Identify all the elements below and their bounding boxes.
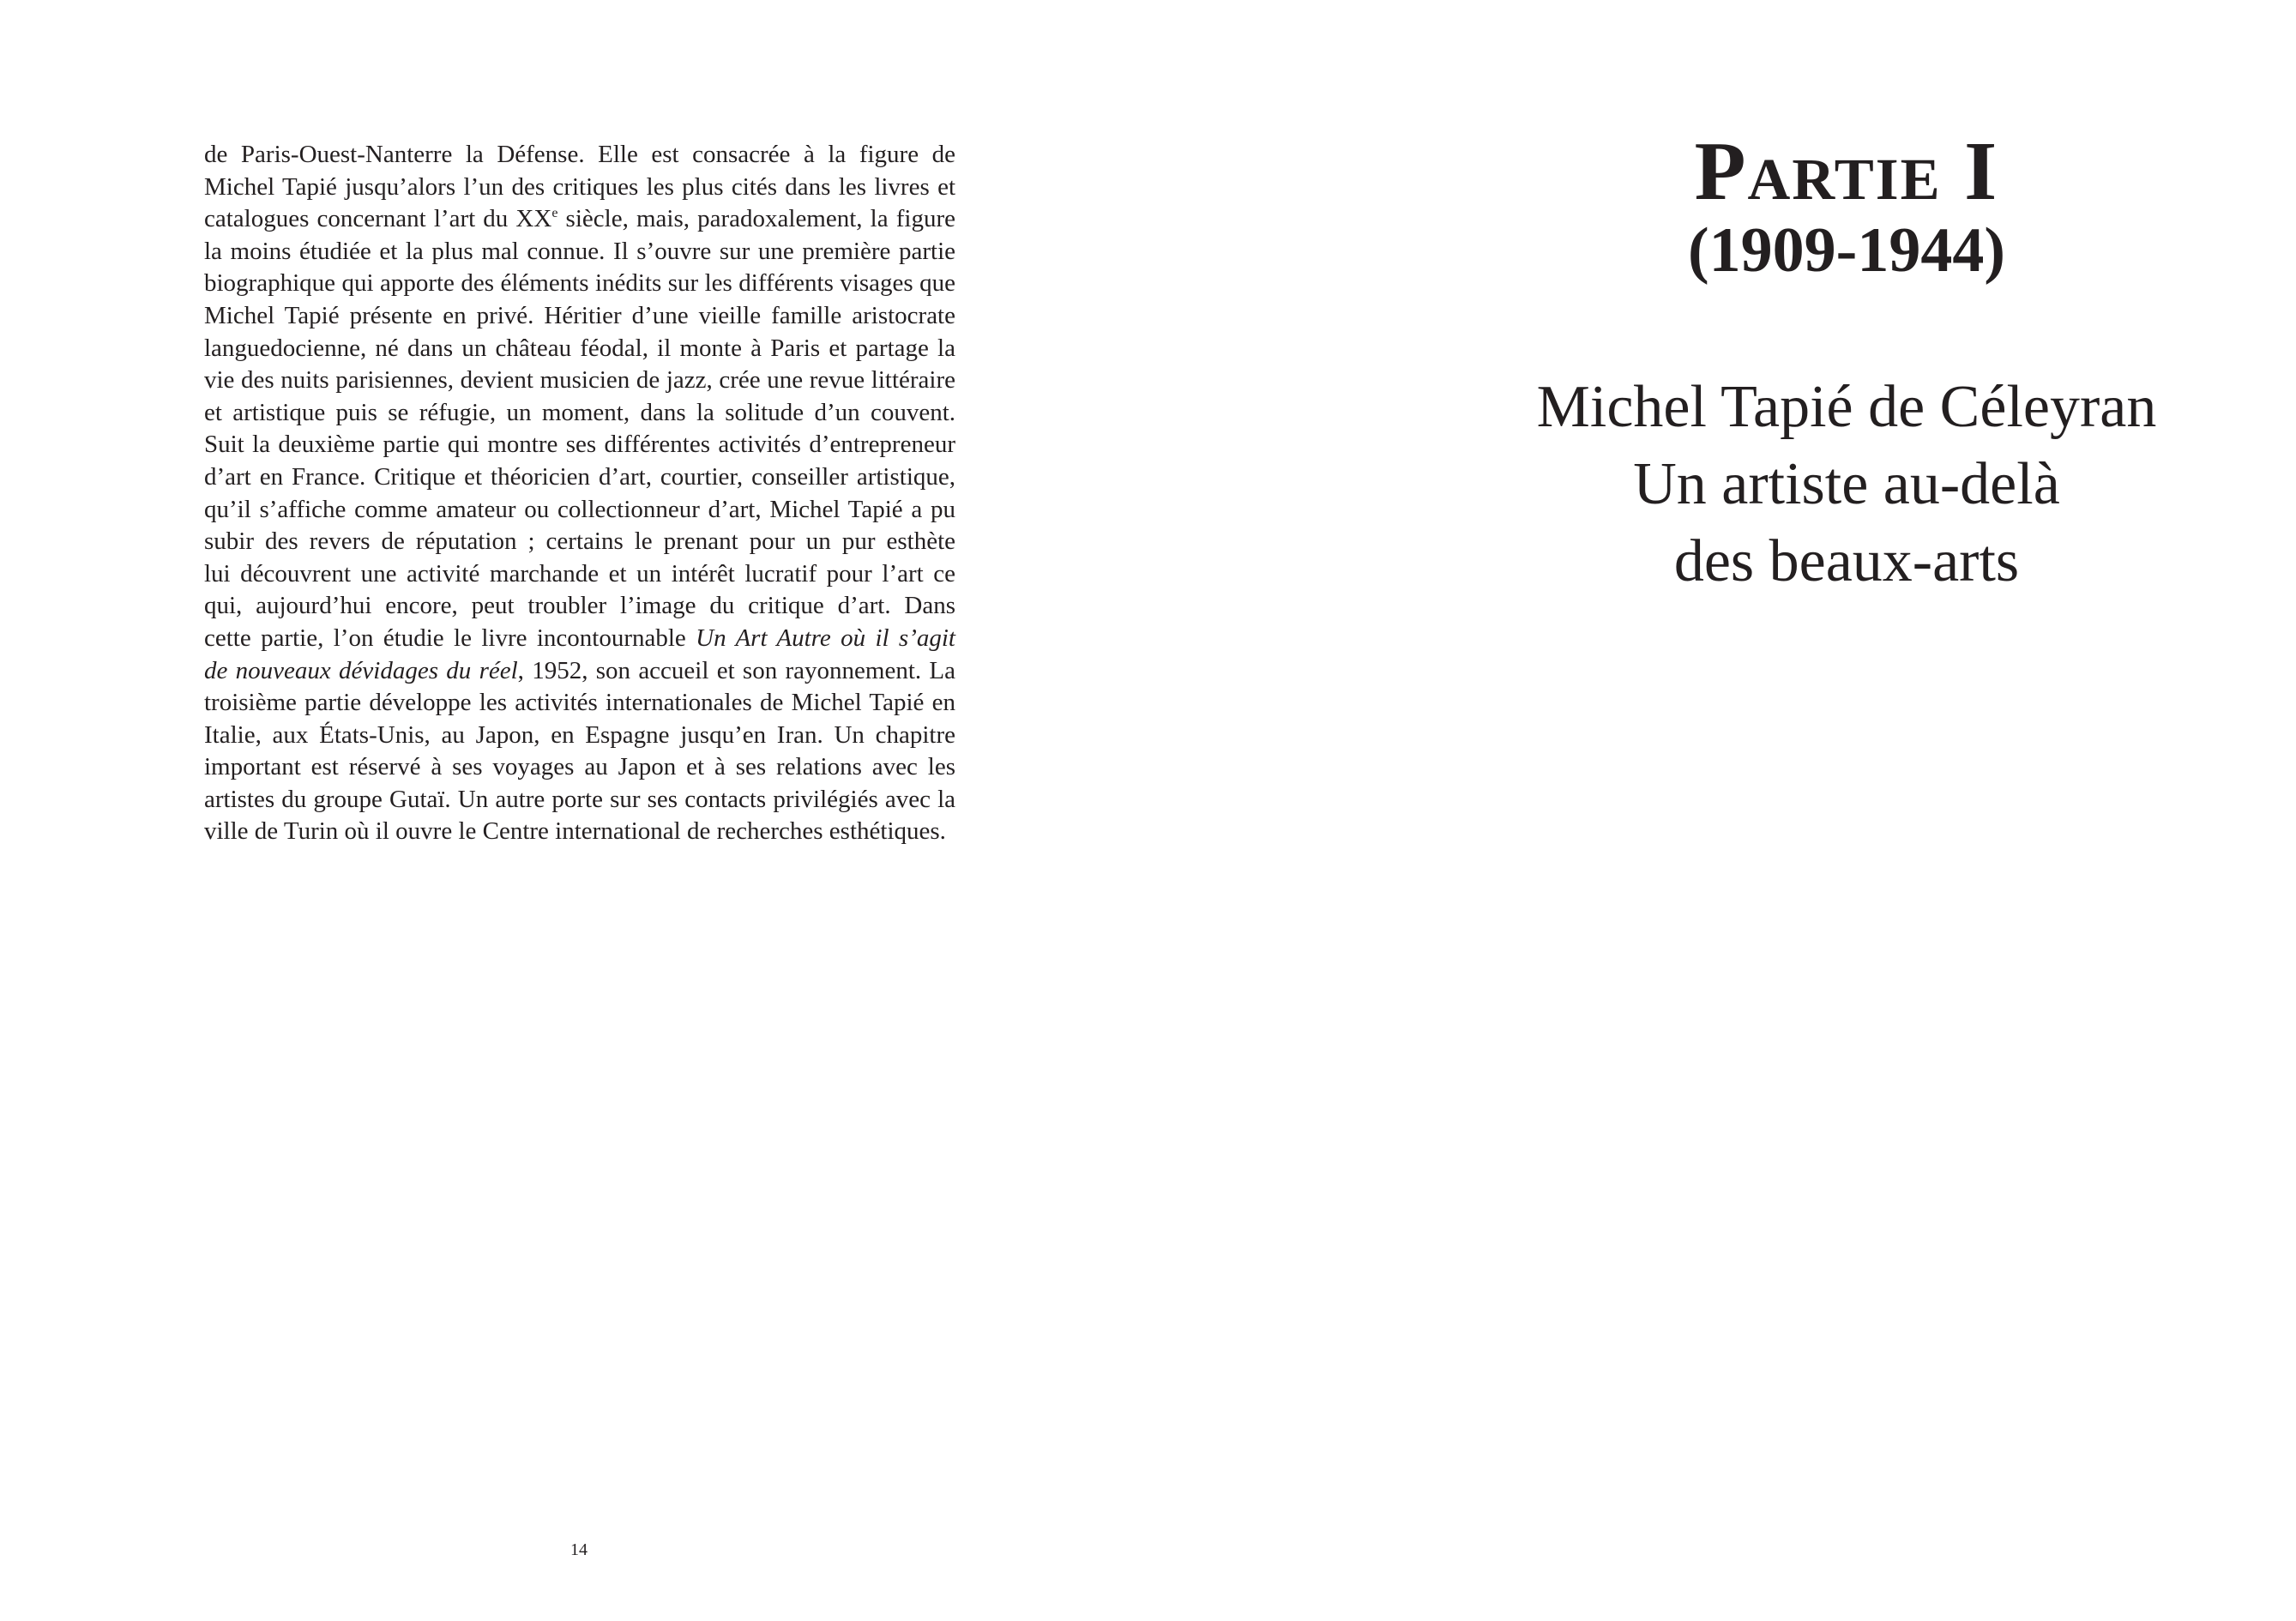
text-line: qu’il s’affiche comme amateur ou collectionneur d’art, Michel Tapié a pu <box>204 495 955 523</box>
text-line <box>204 655 955 688</box>
page-number: 14 <box>570 1540 588 1559</box>
part-dates: (1909-1944) <box>1688 215 2005 286</box>
text-line: et artistique puis se réfugie, un moment, dans la solitude d’un couvent. <box>204 398 955 426</box>
text-run: siècle, mais, paradoxalement, la figure <box>557 205 955 233</box>
part-title: Partie I <box>1694 125 1999 218</box>
subtitle-line: des beaux-arts <box>1673 528 2020 594</box>
subtitle-line: Michel Tapié de Céleyran <box>1536 374 2157 440</box>
text-line: Michel Tapié présente en privé. Héritier d’une vieille famille aristocrate <box>204 301 955 329</box>
text-line: vie des nuits parisiennes, devient musicien de jazz, crée une revue littéraire <box>204 366 955 395</box>
text-line: de Paris-Ouest-Nanterre la Défense. Elle est consacrée à la figure de <box>204 141 955 168</box>
text-run: cette partie, l’on étudie le livre incontournable <box>204 624 696 652</box>
text-line: qui, aujourd’hui encore, peut troubler l’image du critique d’art. Dans <box>204 592 955 620</box>
text-line: Italie, aux États-Unis, au Japon, en Espagne jusqu’en Iran. Un chapitre <box>204 720 955 749</box>
text-line: d’art en France. Critique et théoricien d’art, courtier, conseiller artistique, <box>204 462 955 491</box>
body-paragraph <box>204 139 955 848</box>
superscript: e <box>551 206 558 221</box>
text-line: la moins étudiée et la plus mal connue. Il s’ouvre sur une première partie <box>204 237 955 265</box>
book-title-italic: Un Art Autre où il s’agit <box>696 624 955 652</box>
right-page <box>1148 0 2296 1621</box>
text-line: biographique qui apporte des éléments inédits sur les différents visages que <box>204 269 955 298</box>
text-line: subir des revers de réputation ; certains le prenant pour un pur esthète <box>204 527 955 556</box>
text-run: catalogues concernant l’art du XX <box>204 205 552 233</box>
text-line: artistes du groupe Gutaï. Un autre porte sur ses contacts privilégiés avec la <box>204 785 955 813</box>
subtitle-line: Un artiste au-delà <box>1633 451 2060 517</box>
text-line <box>204 623 955 655</box>
text-line: important est réservé à ses voyages au Japon et à ses relations avec les <box>204 753 955 781</box>
chapter-subtitle <box>1345 369 2296 600</box>
text-line: Michel Tapié jusqu’alors l’un des critiques les plus cités dans les livres et <box>204 172 955 201</box>
text-line: Suit la deuxième partie qui montre ses différentes activités d’entrepreneur <box>204 431 955 459</box>
text-line: languedocienne, né dans un château féodal, il monte à Paris et partage la <box>204 334 955 362</box>
text-line: troisième partie développe les activités internationales de Michel Tapié en <box>204 689 955 717</box>
text-run: , 1952, son accueil et son rayonnement. La <box>517 656 955 684</box>
text-line <box>204 203 955 236</box>
book-title-italic: de nouveaux dévidages du réel <box>204 656 518 684</box>
text-line: ville de Turin où il ouvre le Centre international de recherches esthétiques. <box>204 817 946 846</box>
text-line: lui découvrent une activité marchande et un intérêt lucratif pour l’art ce <box>204 559 955 588</box>
